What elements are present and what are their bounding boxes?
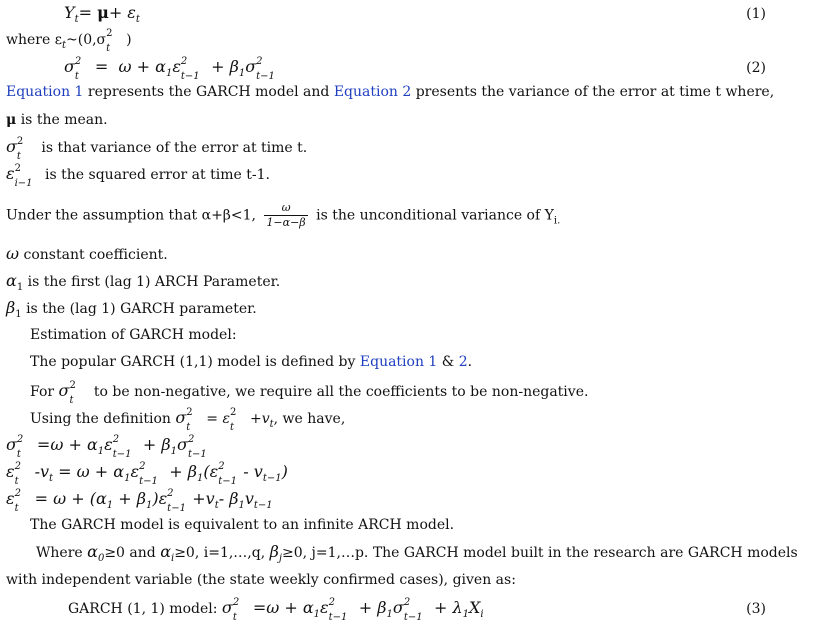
omega-definition: ω constant coefficient. (6, 244, 168, 263)
equation-1-number: (1) (746, 6, 766, 22)
derived-equation-c: ε 2 t = $\omega + (\alpha_1 + \beta_1)\varepsilon$ 2 t−1 $+v_t-$ $\beta_1v_{t-1}$ (6, 487, 273, 514)
eq1-mu: μ (97, 3, 109, 22)
equivalence-line: The GARCH model is equivalent to an infinite ARCH model. (30, 517, 455, 533)
sigma-definition: σ 2 t is that variance of the error at time t. (6, 136, 308, 162)
alpha-definition: $\alpha_1$ is the first (lag 1) ARCH Parameter. (6, 271, 281, 293)
equation-2: σ 2 t = $\omega + \alpha_1\varepsilon$ 2 t−1 + $\beta_1\sigma$ 2 t−1 (64, 55, 275, 82)
equation-1 (64, 3, 140, 26)
mu-definition: μ is the mean. (6, 112, 108, 128)
where-sub2: t (106, 43, 111, 54)
definition-line: Using the definition σ 2 t = ε 2 t $+v_t$, we have, (30, 407, 346, 433)
eq1-lhs: Y (64, 3, 75, 22)
derived-equation-b: ε 2 t $-v_t = \omega + \alpha_1\varepsilon$ 2 t−1 + $\beta_1(\varepsilon$ 2 t−1 - $v_{t-1}$) (6, 460, 288, 487)
equation-3: GARCH (1, 1) model: σ 2 t $=\omega + \alpha_1\varepsilon$ 2 t−1 + $\beta_1\sigma$ 2 t−1 + $\lambda_1X_i$ (68, 596, 484, 623)
equation-2-link-2[interactable]: 2 (458, 354, 468, 370)
eq1-sub2: t (135, 14, 140, 26)
where-line (6, 28, 132, 54)
eq1-eq: = (78, 3, 98, 22)
equation-2-link[interactable]: Equation 2 (333, 84, 412, 100)
coefficient-constraints-line: Where $\alpha_0\ge 0$ and $\alpha_i\ge 0$, i=1,…,q, $\beta_j\ge 0$, j=1,…p. The GARCH model built in the research are GARCH models (36, 542, 798, 565)
equation-1-link-2[interactable]: Equation 1 (359, 354, 438, 370)
where-post: ) (126, 32, 132, 48)
equation-2-number: (2) (746, 60, 766, 76)
derived-equation-a: σ 2 t $=\omega + \alpha_1\varepsilon$ 2 t−1 + $\beta_1\sigma$ 2 t−1 (6, 433, 207, 460)
assumption-line: Under the assumption that α+β<1, $\frac{\omega}{1-\alpha-\beta}$ is the unconditional variance of $Y_{i.}$ (6, 201, 561, 229)
non-negative-line: For σ 2 t to be non-negative, we require all the coefficients to be non-negative. (30, 380, 589, 406)
popular-garch-line: The popular GARCH (1,1) model is defined by Equation 1 & 2. (30, 354, 473, 370)
equation-3-number: (3) (746, 601, 766, 617)
eq1-rhs: + ε (108, 3, 136, 22)
estimation-heading: Estimation of GARCH model: (30, 327, 237, 343)
independent-variable-line: with independent variable (the state weekly confirmed cases), given as: (6, 572, 516, 588)
paragraph-garch-intro: Equation 1 represents the GARCH model and Equation 2 presents the variance of the error at time t where, (6, 84, 775, 100)
unconditional-variance-fraction: $\frac{\omega}{1-\alpha-\beta}$ (266, 201, 306, 229)
epsilon-definition: ε 2 i−1 is the squared error at time t-1. (6, 163, 270, 189)
where-mid: ~(0,σ (66, 32, 107, 48)
where-sup: 2 (106, 28, 113, 39)
where-sub: t (61, 39, 66, 51)
equation-1-link[interactable]: Equation 1 (6, 84, 84, 100)
eq1-sub: t (74, 14, 79, 26)
where-pre: where ε (6, 32, 62, 48)
beta-definition: $\beta_1$ is the (lag 1) GARCH parameter. (6, 298, 257, 320)
